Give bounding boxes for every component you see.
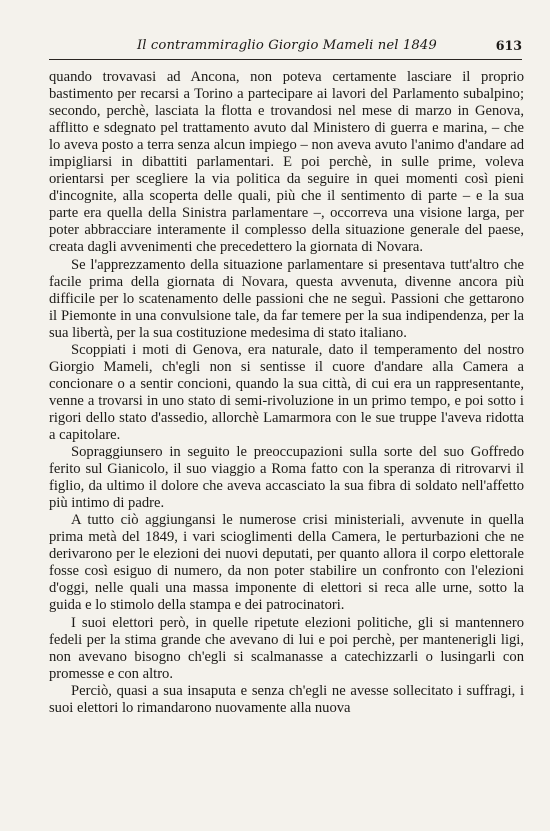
paragraph-1: quando trovavasi ad Ancona, non poteva certamente lasciare il proprio bastimento per recarsi a Torino a partecipare ai lavori del Parlamento subalpino; secondo, perchè, lasciata la flotta e trovandosi nel mese di marzo in Genova, afflitto e sdegnato pel trattamento avuto dal Ministero di guerra e marina, – che lo aveva posto a terra senza alcun impiego – non aveva avuto l'animo d'andare ad impigliarsi in dibattiti parlamentari. E poi perchè, in sulle prime, voleva orientarsi per scegliere la via politica da seguire in quei momenti così pieni d'incognite, alla scoperta delle quali, più che il sentimento di parte – e la sua parte era quella della Sinistra parlamentare –, occorreva una visione larga, per poter abbracciare interamente il complesso della situazione generale del paese, creata dagli avvenimenti che precedettero la giornata di Novara. [49, 69, 524, 256]
body-text [49, 69, 524, 717]
paragraph-3: Scoppiati i moti di Genova, era naturale, dato il temperamento del nostro Giorgio Mameli, ch'egli non si sentisse il cuore d'andare alla Camera a concionare o a sentir concioni, quando la sua città, di cui era un rappresentante, venne a trovarsi in uno stato di semi-rivoluzione in un primo tempo, e poi sotto i rigori dello stato d'assedio, allorchè Lamarmora con le sue truppe l'aveva ridotta a capitolare. [49, 341, 524, 443]
paragraph-2: Se l'apprezzamento della situazione parlamentare si presentava tutt'altro che facile prima della giornata di Novara, questa avvenuta, divenne ancora più difficile per lo scatenamento delle passioni che ne seguì. Passioni che gettarono il Piemonte in una convulsione tale, da far temere per la sua indipendenza, per la sua libertà, per la sua costituzione medesima di stato italiano. [49, 256, 524, 341]
running-header [49, 38, 522, 58]
paragraph-6: I suoi elettori però, in quelle ripetute elezioni politiche, gli si mantennero fedeli per la stima grande che avevano di lui e poi perchè, per mantenerigli ligi, non avevano bisogno ch'egli si scalmanasse a catechizzarli o lusingarli con promesse e con altro. [49, 614, 524, 682]
paragraph-5: A tutto ciò aggiungansi le numerose crisi ministeriali, avvenute in quella prima metà del 1849, i vari scioglimenti della Camera, le perturbazioni che ne derivarono per le elezioni dei nuovi deputati, per quanto allora il corpo elettorale fosse così esiguo di numero, da non poter stabilire un confronto con l'elezioni d'oggi, nelle quali una massa imponente di elettori si reca alle urne, sotto la guida e lo stimolo della stampa e dei patrocinatori. [49, 512, 524, 614]
paragraph-7: Perciò, quasi a sua insaputa e senza ch'egli ne avesse sollecitato i suffragi, i suoi elettori lo rimandarono nuovamente alla nuova [49, 682, 524, 716]
paragraph-4: Sopraggiunsero in seguito le preoccupazioni sulla sorte del suo Goffredo ferito sul Gianicolo, il suo viaggio a Roma fatto con la speranza di ritrovarvi il figlio, da ultimo il dolore che aveva accasciato la sua fibra di soldato nell'affetto più intimo di padre. [49, 444, 524, 512]
running-title: Il contrammiraglio Giorgio Mameli nel 1849 [137, 38, 437, 53]
header-rule [49, 59, 522, 60]
page-number: 613 [495, 38, 522, 53]
